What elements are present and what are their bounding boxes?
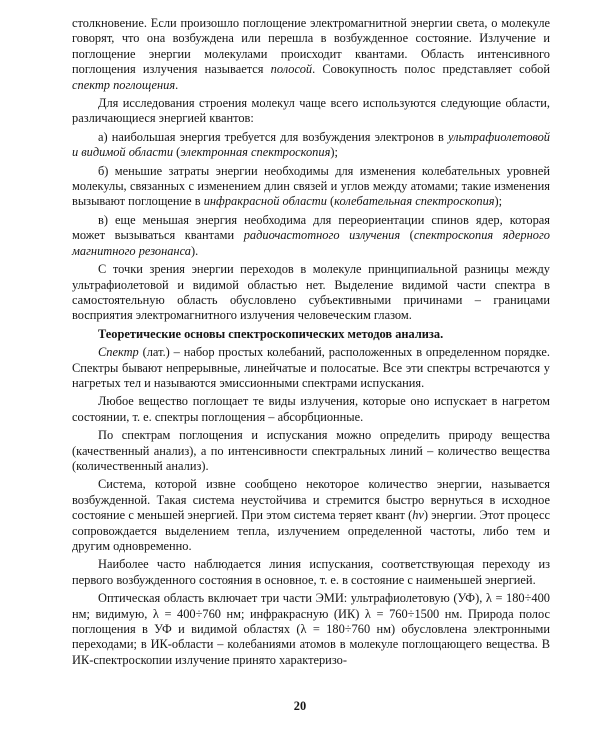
paragraph (72, 477, 550, 554)
text-run: ( (173, 145, 181, 160)
text-run: ( (400, 228, 414, 243)
text-run: Для исследования строения молекул чаще всего используются следующие области, различающиеся энергией квантов: (72, 96, 550, 126)
text-run: б) меньшие затраты энергии необходимы для изменения колебательных уровней молекулы, связанных с изменением длин связей и углов между атомами; такие изменения вызывают поглощение в (72, 163, 550, 209)
paragraph (72, 16, 550, 93)
text-run: С точки зрения энергии переходов в молекуле принципиальной разницы между ультрафиолетовой и видимой областью нет. Выделение видимой части спектра в самостоятельную область обусловлено субъективными причинами – границами восприятия электромагнитного излучения человеческим глазом. (72, 262, 550, 323)
text-run: столкновение. Если произошло поглощение электромагнитной энергии света, о молекуле говорят, что она возбуждена или перешла в возбужденное состояние. Излучение и поглощение энергии молекулами происходит квантами. Область интенсивного поглощения излучения называется (72, 16, 550, 77)
paragraph (72, 130, 550, 161)
text-run: ). (190, 243, 199, 258)
italic-term: колебательная спектроскопия (334, 194, 495, 209)
paragraph (72, 164, 550, 210)
text-run: Любое вещество поглощает те виды излучения, которые оно испускает в нагретом состоянии, т. е. спектры поглощения – абсорбционные. (72, 394, 550, 424)
text-run: По спектрам поглощения и испускания можно определить природу вещества (качественный анализ), а по интенсивности спектральных линий – количество вещества (количественный анализ). (72, 428, 550, 473)
text-run: ) энергии. Этот процесс сопровождается выделением тепла, излучением определенной частоты, либо тем и другим одновременно. (72, 508, 551, 553)
paragraph (72, 591, 550, 668)
paragraph (72, 262, 550, 324)
text-run: . (175, 77, 179, 92)
section-heading (72, 327, 550, 342)
paragraph (72, 96, 550, 127)
text-run: . Совокупность полос представляет собой (312, 62, 550, 77)
italic-term: инфракрасной области (203, 194, 327, 209)
text-run: Наиболее часто наблюдается линия испускания, соответствующая переходу из первого возбужденного состояния в основное, т. е. в состояние с наименьшей энергией. (72, 557, 550, 587)
italic-term: спектроскопия ядерного магнитного резонанса (72, 228, 550, 258)
italic-term: электронная спектроскопия (180, 145, 331, 160)
italic-term: радиочастотного излучения (243, 228, 401, 243)
paragraph (72, 345, 550, 391)
italic-term: hv (412, 508, 424, 523)
text-run: ); (494, 194, 503, 209)
paragraph (72, 394, 550, 425)
text-run: а) наибольшая энергия требуется для возбуждения электронов в (98, 129, 448, 144)
paragraph (72, 428, 550, 474)
text-body (72, 16, 550, 668)
page-number: 20 (293, 698, 307, 713)
text-run: (лат.) – набор простых колебаний, расположенных в определенном порядке. Спектры бывают непрерывные, линейчатые и полосатые. Все эти спектры встречаются у нагретых тел и называются эмиссионными спектрами испускания. (72, 345, 550, 390)
text-run: в) еще меньшая энергия необходима для переориентации спинов ядер, которая может вызываться квантами (72, 212, 550, 243)
text-run: ); (330, 145, 338, 160)
text-run: ( (326, 194, 335, 209)
paragraph (72, 213, 550, 259)
italic-term: полосой (270, 62, 313, 77)
italic-term: Спектр (98, 345, 139, 360)
italic-term: ультрафиолетовой и видимой области (72, 129, 550, 160)
text-run: Оптическая область включает три части ЭМИ: ультрафиолетовую (УФ), λ = 180÷400 нм; видимую, λ = 400÷760 нм; инфракрасную (ИК) λ = 760÷1500 нм. Природа полос поглощения в УФ и видимой областях (λ = 180÷760 нм) обусловлена электронными переходами; в ИК-области – колебаниями атомов в молекуле поглощающего вещества. В ИК-спектроскопии излучение принято характеризо- (72, 591, 550, 667)
paragraph (72, 557, 550, 588)
text-run: Система, которой извне сообщено некоторое количество энергии, называется возбужденной. Такая система неустойчива и стремится быстро вернуться в исходное состояние с меньшей энергией. При этом система теряет квант ( (72, 477, 550, 523)
text-run: Теоретические основы спектроскопических методов анализа. (98, 326, 444, 341)
italic-term: спектр поглощения (72, 77, 176, 92)
